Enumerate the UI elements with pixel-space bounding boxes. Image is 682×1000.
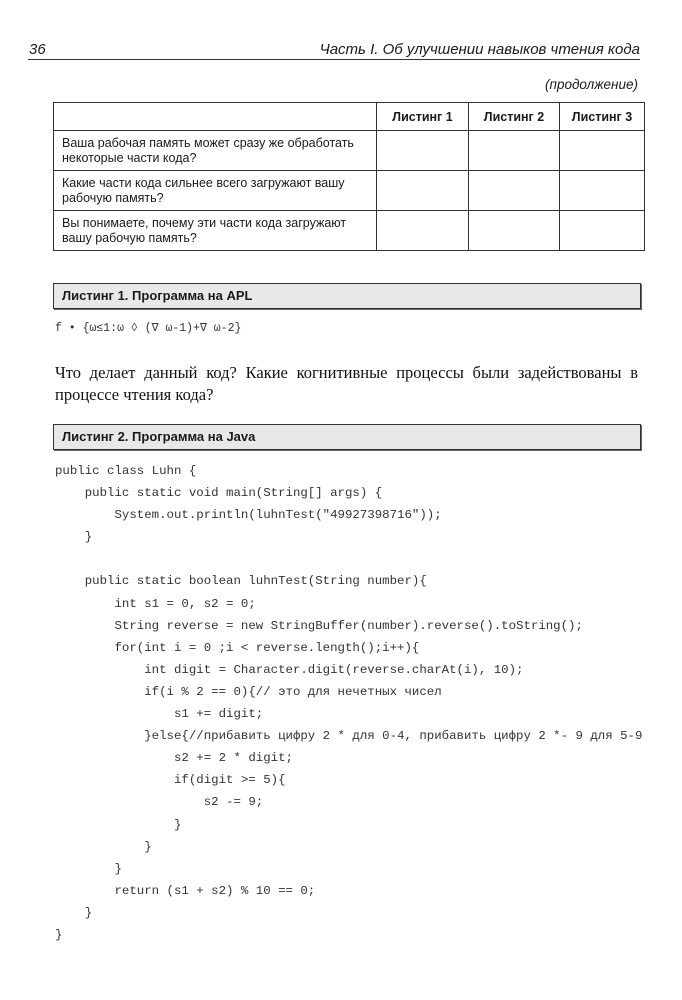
table-header-cell: Листинг 3 [560, 103, 645, 131]
code-line: } [55, 530, 93, 545]
table-header-row [54, 103, 645, 131]
question-cell: Вы понимаете, почему эти части кода загружают вашу рабочую память? [54, 211, 377, 251]
question-cell: Какие части кода сильнее всего загружают вашу рабочую память? [54, 171, 377, 211]
question-cell: Ваша рабочая память может сразу же обработать некоторые части кода? [54, 131, 377, 171]
listing-1-caption-text: Листинг 1. Программа на APL [62, 288, 253, 303]
code-line: } [55, 861, 122, 876]
apl-code: f • {ω≤1:ω ◊ (∇ ω-1)+∇ ω-2} [55, 322, 242, 335]
listing-1-caption [53, 283, 641, 309]
answer-cell [560, 211, 645, 251]
code-line: }else{//прибавить цифру 2 * для 0-4, прибавить цифру 2 *- 9 для 5-9 [55, 729, 643, 744]
code-line: System.out.println(luhnTest("49927398716")); [55, 508, 442, 523]
code-line: public static boolean luhnTest(String number){ [55, 574, 427, 589]
answer-cell [560, 171, 645, 211]
code-line: if(i % 2 == 0){// это для нечетных чисел [55, 684, 442, 699]
questions-table [53, 102, 645, 251]
code-line: } [55, 817, 182, 832]
code-line: s1 += digit; [55, 707, 264, 722]
answer-cell [377, 131, 469, 171]
code-line: int s1 = 0, s2 = 0; [55, 596, 256, 611]
table-header-cell: Листинг 2 [469, 103, 560, 131]
header-rule [28, 59, 640, 60]
code-line: String reverse = new StringBuffer(number).reverse().toString(); [55, 618, 583, 633]
answer-cell [377, 211, 469, 251]
answer-cell [469, 131, 560, 171]
table-row [54, 131, 645, 171]
table-row [54, 211, 645, 251]
running-head: Часть I. Об улучшении навыков чтения кода [319, 41, 640, 58]
answer-cell [469, 171, 560, 211]
code-line: if(digit >= 5){ [55, 773, 286, 788]
java-code [55, 460, 642, 946]
answer-cell [560, 131, 645, 171]
answer-cell [377, 171, 469, 211]
code-line: public class Luhn { [55, 464, 197, 478]
listing-2-caption-text: Листинг 2. Программа на Java [62, 429, 256, 444]
table-header-cell [54, 103, 377, 131]
code-line: int digit = Character.digit(reverse.charAt(i), 10); [55, 662, 524, 677]
code-line: } [55, 839, 152, 854]
code-line: return (s1 + s2) % 10 == 0; [55, 883, 316, 898]
table-header-cell: Листинг 1 [377, 103, 469, 131]
code-line: s2 += 2 * digit; [55, 751, 293, 766]
code-line: s2 -= 9; [55, 795, 264, 810]
code-line: for(int i = 0 ;i < reverse.length();i++){ [55, 640, 420, 655]
body-paragraph: Что делает данный код? Какие когнитивные процессы были задействованы в процессе чтения кода? [55, 363, 638, 404]
answer-cell [469, 211, 560, 251]
listing-2-caption [53, 424, 641, 450]
table-row [54, 171, 645, 211]
code-line: } [55, 927, 63, 942]
page-number: 36 [29, 41, 46, 58]
continued-label: (продолжение) [545, 77, 638, 92]
code-line: public static void main(String[] args) { [55, 486, 383, 501]
code-line: } [55, 905, 93, 920]
code-line [55, 548, 642, 570]
